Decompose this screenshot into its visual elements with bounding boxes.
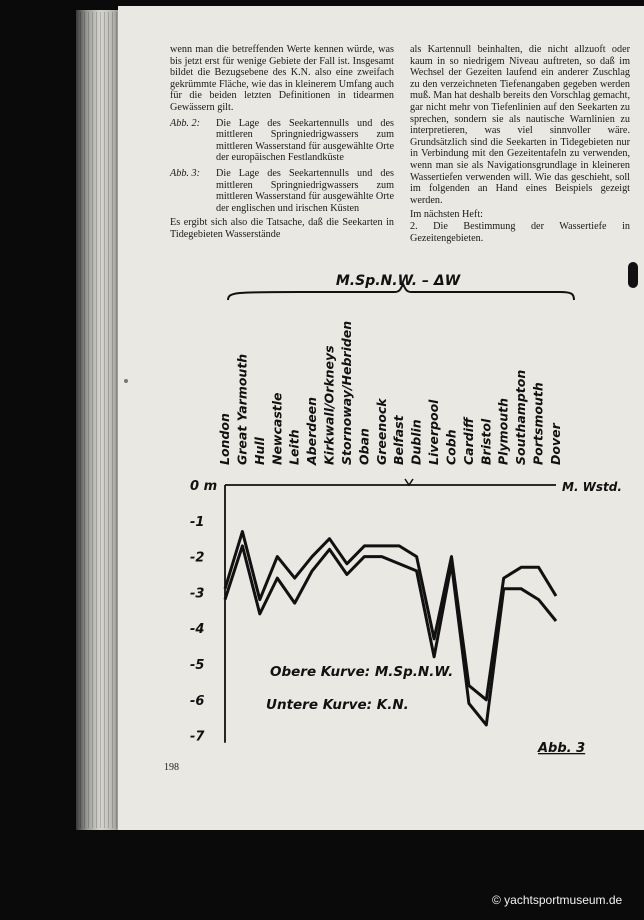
y-tick-label: -7 — [190, 729, 205, 745]
caption-abb2-text: Die Lage des Seekartennulls und des mittleren Springniedrigwassers zum mittleren Wasserstand für ausgewählte Orte der europäischen Festlandküste — [216, 117, 394, 164]
station-label: Newcastle — [269, 392, 285, 465]
zero-line-label: M. Wstd. — [562, 480, 622, 494]
next-issue-heading: Im nächsten Heft: — [410, 209, 483, 221]
caption-abb3-label: Abb. 3: — [170, 167, 200, 179]
station-label: Portsmouth — [530, 382, 546, 465]
station-label: Greenock — [373, 398, 389, 465]
station-label: London — [217, 413, 232, 465]
paragraph-right: als Kartennull beinhalten, die nicht allzuoft oder kaum in so niedrigem Niveau auftreten, so daß im Wechsel der Gezeiten laufend ein anderer Zuschlag zu den verzeichneten Tiefenangaben gegeben werden muß. Man hat deshalb bereits den Vorschlag gemacht, gar nicht mehr von Tiefenlinien auf den Seekarten zu sprechen, sondern sie als nautische Warnlinien zu interpretieren, was viel sinnvoller wäre. Grundsätzlich sind die Seekarten in Tidegebieten nur in Verbindung mit den Gezeitentafeln zu verwenden, wenn man sie als Navigationsgrundlage in kleineren Wassertiefen verwenden will. Wie das geschieht, soll im folgenden an Hand eines Beispiels gezeigt werden. — [410, 44, 631, 206]
next-issue-item: 2. Die Bestimmung der Wassertiefe in Gezeitengebieten. — [410, 220, 630, 244]
caption-abb3 — [170, 168, 394, 214]
text-column-left — [170, 44, 394, 241]
caption-abb3-text: Die Lage des Seekartennulls und des mittleren Springniedrigwassers zum mittleren Wasserstand für ausgewählte Orte der englischen und irischen Küsten — [216, 167, 394, 214]
station-label: Hull — [251, 437, 267, 465]
page-number: 198 — [164, 762, 179, 773]
station-label: Cardiff — [460, 417, 476, 465]
station-label: Liverpool — [426, 399, 442, 465]
station-label: Oban — [356, 428, 372, 465]
station-label: Great Yarmouth — [234, 353, 250, 465]
paragraph-intro: wenn man die betreffenden Werte kennen würde, was bis jetzt erst für wenige Gebiete der Fall ist. Insgesamt bildet die Bezugsebene des K.N. also eine zweifach gekrümmte Fläche, wie das in kleinerem Umfang auch für die beiden letzten Definitionen in tidearmen Gewässern gilt. — [170, 44, 394, 113]
legend-upper: Obere Kurve: M.Sp.N.W. — [270, 664, 454, 680]
legend-lower: Untere Kurve: K.N. — [266, 697, 409, 713]
book-page — [118, 6, 644, 830]
y-tick-label: -4 — [190, 622, 205, 638]
station-label: Cobh — [443, 429, 459, 465]
station-label: Leith — [286, 429, 302, 465]
station-label: Bristol — [478, 418, 494, 465]
y-tick-label: -1 — [190, 514, 205, 530]
caption-abb2-label: Abb. 2: — [170, 117, 200, 129]
y-tick-label: -6 — [190, 693, 205, 709]
page-edge-mark — [628, 262, 638, 288]
station-label: Aberdeen — [304, 396, 320, 465]
station-label: Dublin — [408, 419, 424, 465]
station-label: Belfast — [391, 415, 407, 465]
station-label: Dover — [548, 423, 563, 465]
station-label: Stornoway/Hebriden — [338, 320, 354, 465]
chart-title: M.Sp.N.W. – ΔW — [335, 273, 461, 289]
station-label: Plymouth — [495, 398, 511, 465]
y-tick-label: -5 — [190, 658, 205, 673]
text-column-right — [410, 44, 630, 244]
station-label: Southampton — [513, 369, 529, 465]
y-tick-label: -3 — [190, 586, 205, 602]
y-tick-label: 0 m — [190, 479, 218, 494]
paragraph-outro: Es ergibt sich also die Tatsache, daß die Seekarten in Tidegebieten Wasserstände — [170, 217, 394, 240]
print-speck — [124, 379, 128, 383]
caption-abb2 — [170, 118, 394, 164]
watermark: © yachtsportmuseum.de — [492, 893, 623, 907]
station-label: Kirkwall/Orkneys — [321, 345, 337, 465]
page-edges — [80, 12, 118, 828]
y-tick-label: -2 — [190, 550, 205, 566]
figure-label: Abb. 3 — [538, 741, 586, 756]
